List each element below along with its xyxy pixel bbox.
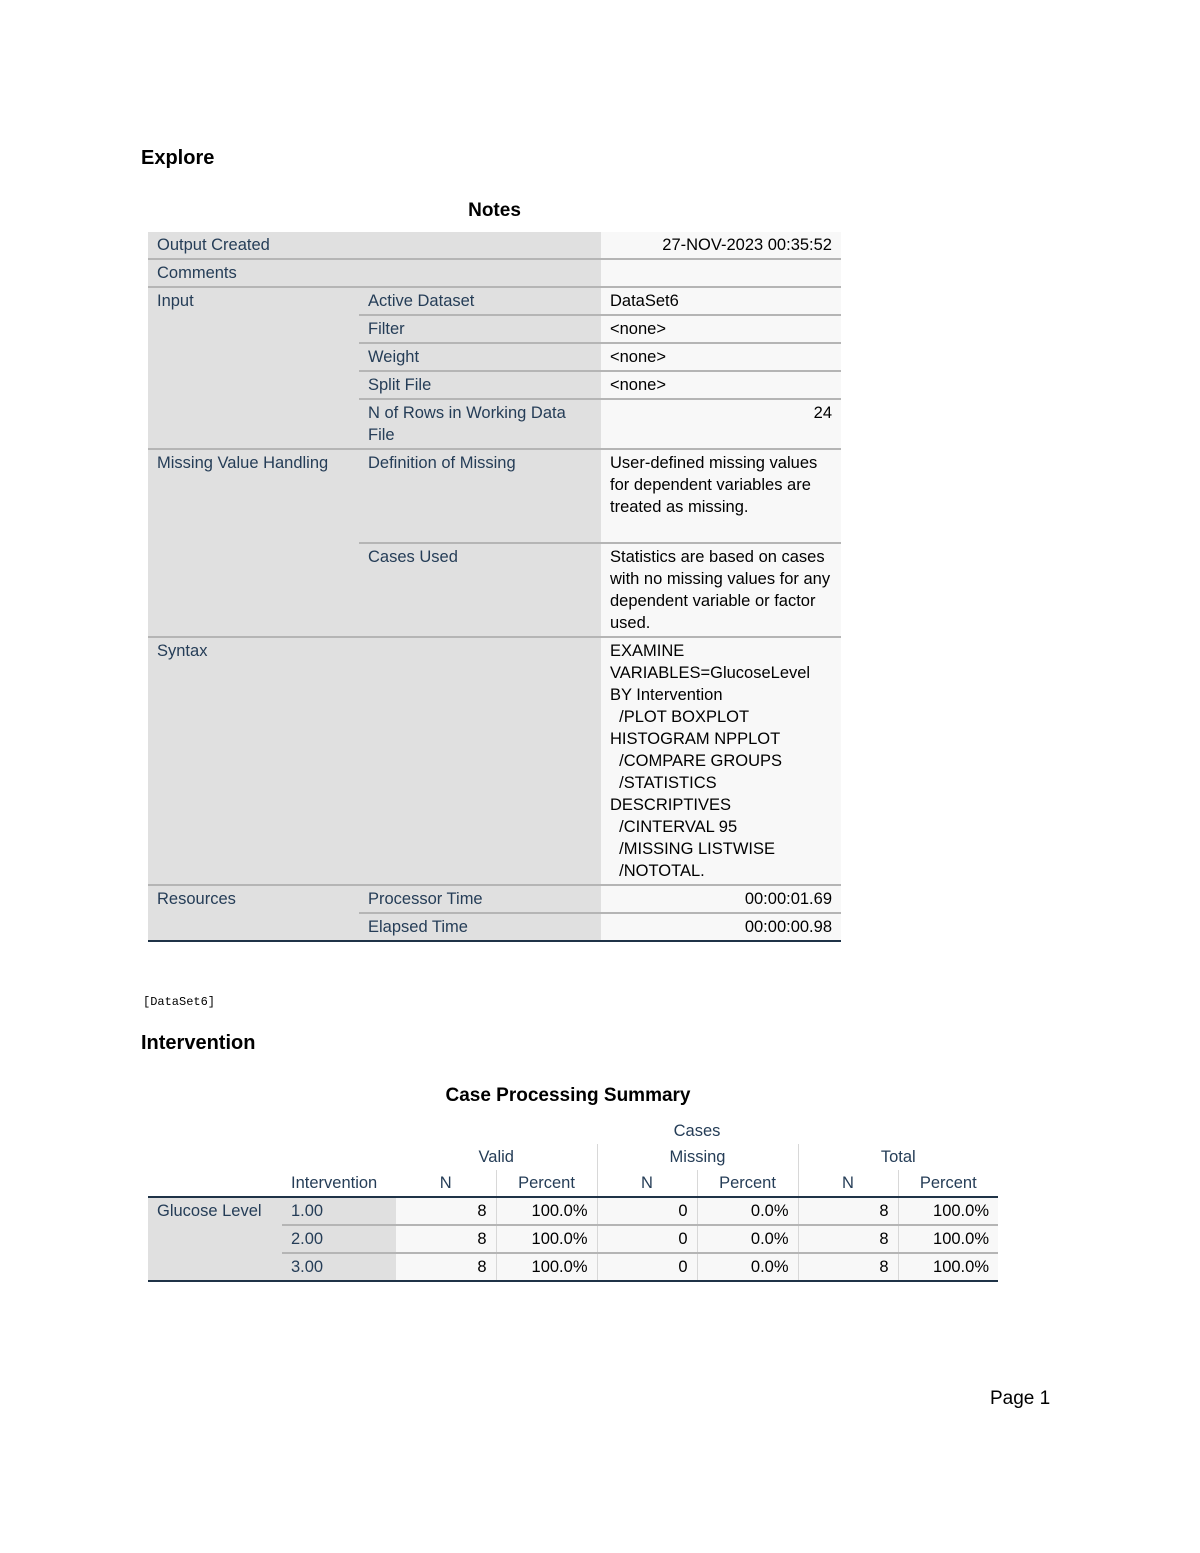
output-created-value: 27-NOV-2023 00:35:52 xyxy=(601,232,841,259)
syntax-value xyxy=(601,637,841,885)
syntax-line: /MISSING LISTWISE xyxy=(610,840,776,858)
elapsed-time-label: Elapsed Time xyxy=(359,913,601,941)
syntax-line: BY Intervention xyxy=(610,686,723,704)
syntax-line: EXAMINE xyxy=(610,642,685,660)
notes-row-definition-missing xyxy=(148,449,841,543)
intervention-col-header: Intervention xyxy=(282,1170,396,1197)
cases-used-label: Cases Used xyxy=(359,543,601,637)
level-label: 3.00 xyxy=(282,1253,396,1281)
processor-time-label: Processor Time xyxy=(359,885,601,913)
syntax-label: Syntax xyxy=(148,637,601,885)
syntax-line: DESCRIPTIVES xyxy=(610,796,732,814)
total-n: 8 xyxy=(798,1197,898,1225)
notes-title: Notes xyxy=(468,200,521,221)
intervention-heading: Intervention xyxy=(141,1032,256,1054)
split-file-value: <none> xyxy=(601,371,841,399)
syntax-line: HISTOGRAM NPPLOT xyxy=(610,730,781,748)
valid-n: 8 xyxy=(396,1197,496,1225)
comments-value xyxy=(601,259,841,287)
missing-percent: 0.0% xyxy=(697,1225,798,1253)
notes-row-active-dataset xyxy=(148,287,841,315)
weight-label: Weight xyxy=(359,343,601,371)
syntax-line: /NOTOTAL. xyxy=(610,862,705,880)
total-n-header: N xyxy=(798,1170,898,1197)
definition-missing-value: User-defined missing values for dependent variables are treated as missing. xyxy=(601,449,841,543)
case-processing-title: Case Processing Summary xyxy=(445,1085,691,1106)
dataset-tag: [DataSet6] xyxy=(143,995,216,1009)
active-dataset-value: DataSet6 xyxy=(601,287,841,315)
n-rows-value: 24 xyxy=(601,399,841,449)
valid-percent-header: Percent xyxy=(496,1170,597,1197)
missing-n: 0 xyxy=(597,1197,697,1225)
level-label: 2.00 xyxy=(282,1225,396,1253)
active-dataset-label: Active Dataset xyxy=(359,287,601,315)
valid-percent: 100.0% xyxy=(496,1253,597,1281)
level-label: 1.00 xyxy=(282,1197,396,1225)
valid-percent: 100.0% xyxy=(496,1197,597,1225)
page-number: Page 1 xyxy=(990,1388,1051,1409)
notes-row-comments xyxy=(148,259,841,287)
filter-label: Filter xyxy=(359,315,601,343)
table-row xyxy=(148,1197,998,1225)
explore-heading: Explore xyxy=(141,147,215,169)
missing-n: 0 xyxy=(597,1225,697,1253)
notes-row-syntax xyxy=(148,637,841,885)
total-n: 8 xyxy=(798,1225,898,1253)
header-row-cases xyxy=(148,1118,998,1144)
notes-table xyxy=(148,232,841,942)
valid-n-header: N xyxy=(396,1170,496,1197)
total-percent-header: Percent xyxy=(898,1170,998,1197)
n-rows-label: N of Rows in Working Data File xyxy=(359,399,601,449)
valid-n: 8 xyxy=(396,1225,496,1253)
missing-percent: 0.0% xyxy=(697,1253,798,1281)
valid-header: Valid xyxy=(396,1144,597,1170)
header-row-stats xyxy=(148,1170,998,1197)
split-file-label: Split File xyxy=(359,371,601,399)
total-n: 8 xyxy=(798,1253,898,1281)
notes-row-output-created xyxy=(148,232,841,259)
definition-missing-label: Definition of Missing xyxy=(359,449,601,543)
syntax-line: VARIABLES=GlucoseLevel xyxy=(610,664,811,682)
syntax-line: /STATISTICS xyxy=(610,774,717,792)
cases-used-value: Statistics are based on cases with no missing values for any dependent variable or factor used. xyxy=(601,543,841,637)
missing-percent-header: Percent xyxy=(697,1170,798,1197)
elapsed-time-value: 00:00:00.98 xyxy=(601,913,841,941)
total-percent: 100.0% xyxy=(898,1225,998,1253)
missing-n: 0 xyxy=(597,1253,697,1281)
syntax-line: /PLOT BOXPLOT xyxy=(610,708,750,726)
missing-handling-label: Missing Value Handling xyxy=(148,449,359,637)
input-label: Input xyxy=(148,287,359,449)
missing-header: Missing xyxy=(597,1144,798,1170)
notes-row-processor-time xyxy=(148,885,841,913)
total-percent: 100.0% xyxy=(898,1253,998,1281)
processor-time-value: 00:00:01.69 xyxy=(601,885,841,913)
output-created-label: Output Created xyxy=(148,232,601,259)
header-row-groups xyxy=(148,1144,998,1170)
valid-percent: 100.0% xyxy=(496,1225,597,1253)
syntax-line: /CINTERVAL 95 xyxy=(610,818,738,836)
missing-percent: 0.0% xyxy=(697,1197,798,1225)
missing-n-header: N xyxy=(597,1170,697,1197)
case-processing-table xyxy=(148,1118,998,1282)
variable-label: Glucose Level xyxy=(148,1197,282,1281)
valid-n: 8 xyxy=(396,1253,496,1281)
syntax-line: /COMPARE GROUPS xyxy=(610,752,783,770)
comments-label: Comments xyxy=(148,259,601,287)
total-percent: 100.0% xyxy=(898,1197,998,1225)
filter-value: <none> xyxy=(601,315,841,343)
cases-header: Cases xyxy=(396,1118,998,1144)
total-header: Total xyxy=(798,1144,998,1170)
weight-value: <none> xyxy=(601,343,841,371)
resources-label: Resources xyxy=(148,885,359,941)
